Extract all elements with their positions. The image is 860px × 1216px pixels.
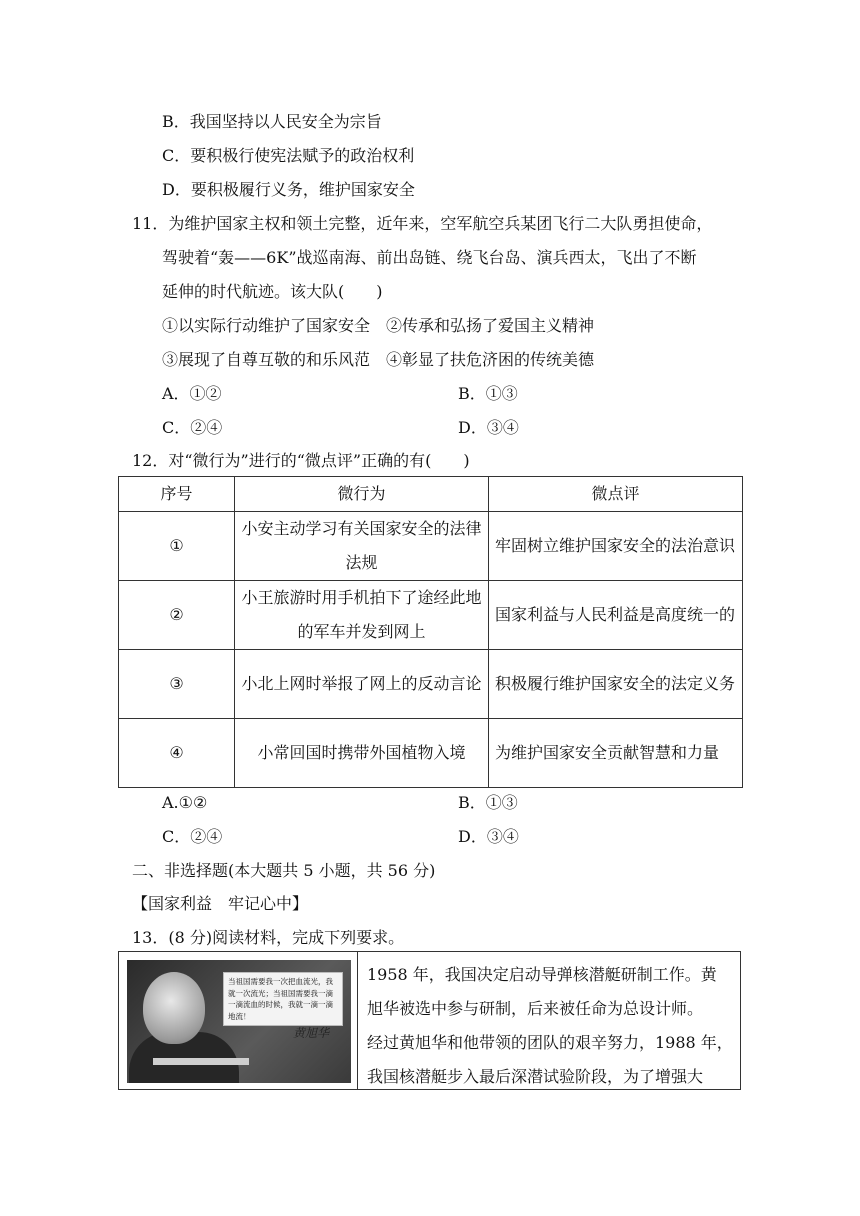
table-row <box>119 650 743 719</box>
table-row <box>119 581 743 650</box>
q13-material-box <box>118 951 741 1090</box>
row-number: ④ <box>119 719 235 788</box>
material-line: 我国核潜艇步入最后深潜试验阶段，为了增强大 <box>367 1067 704 1086</box>
material-text <box>367 958 737 1094</box>
row-behavior: 小王旅游时用手机拍下了途经此地的军车并发到网上 <box>235 581 489 650</box>
q12-option-a: A.①② <box>162 793 208 812</box>
header-behavior: 微行为 <box>235 477 489 512</box>
q12-stem: 12．对“微行为”进行的“微点评”正确的有( ) <box>132 451 470 470</box>
photo-submarine-model <box>153 1058 249 1065</box>
q11-option-c: C．②④ <box>162 418 223 437</box>
header-number: 序号 <box>119 477 235 512</box>
q11-option-d: D．③④ <box>458 418 519 437</box>
material-divider <box>357 952 358 1089</box>
q10-option-d: D．要积极履行义务，维护国家安全 <box>162 180 415 199</box>
q12-option-b: B．①③ <box>458 793 518 812</box>
q11-option-b: B．①③ <box>458 384 518 403</box>
row-number: ③ <box>119 650 235 719</box>
q10-option-b: B．我国坚持以人民安全为宗旨 <box>162 112 382 131</box>
q11-option-a: A．①② <box>162 384 222 403</box>
material-line: 经过黄旭华和他带领的团队的艰辛努力，1988 年， <box>367 1033 733 1052</box>
q13-stem: 13．(8 分)阅读材料，完成下列要求。 <box>132 928 405 947</box>
row-behavior: 小安主动学习有关国家安全的法律法规 <box>235 512 489 581</box>
row-comment: 为维护国家安全贡献智慧和力量 <box>489 719 743 788</box>
q12-option-d: D．③④ <box>458 827 519 846</box>
table-row <box>119 512 743 581</box>
row-number: ② <box>119 581 235 650</box>
section-heading: 二、非选择题(本大题共 5 小题，共 56 分) <box>132 861 436 880</box>
q12-table <box>118 476 743 788</box>
photo-figure-head <box>143 972 205 1044</box>
photo-quote: 当祖国需要我一次把血流光，我就一次流光；当祖国需要我一滴一滴流血的时候，我就一滴一滴地流！ <box>223 972 343 1026</box>
q11-statement-1: ①以实际行动维护了国家安全 ②传承和弘扬了爱国主义精神 <box>162 316 595 335</box>
row-comment: 牢固树立维护国家安全的法治意识 <box>489 512 743 581</box>
q10-option-c: C．要积极行使宪法赋予的政治权利 <box>162 146 415 165</box>
material-line: 1958 年，我国决定启动导弹核潜艇研制工作。黄 <box>367 965 717 984</box>
huang-xuhua-photo <box>127 960 351 1083</box>
row-behavior: 小北上网时举报了网上的反动言论 <box>235 650 489 719</box>
row-behavior: 小常回国时携带外国植物入境 <box>235 719 489 788</box>
material-line: 旭华被选中参与研制，后来被任命为总设计师。 <box>367 999 704 1018</box>
table-row <box>119 719 743 788</box>
topic-heading: 【国家利益 牢记心中】 <box>132 894 309 913</box>
q12-option-c: C．②④ <box>162 827 223 846</box>
row-number: ① <box>119 512 235 581</box>
row-comment: 积极履行维护国家安全的法定义务 <box>489 650 743 719</box>
q11-stem-line-2: 驾驶着“轰——6K”战巡南海、前出岛链、绕飞台岛、演兵西太，飞出了不断 <box>162 248 697 267</box>
q11-stem-line-3: 延伸的时代航迹。该大队( ) <box>162 282 383 301</box>
photo-signature: 黄旭华 <box>293 1026 330 1040</box>
row-comment: 国家利益与人民利益是高度统一的 <box>489 581 743 650</box>
table-header-row <box>119 477 743 512</box>
q11-stem-line-1: 11．为维护国家主权和领土完整，近年来，空军航空兵某团飞行二大队勇担使命， <box>132 214 713 233</box>
q11-statement-2: ③展现了自尊互敬的和乐风范 ④彰显了扶危济困的传统美德 <box>162 350 595 369</box>
header-comment: 微点评 <box>489 477 743 512</box>
